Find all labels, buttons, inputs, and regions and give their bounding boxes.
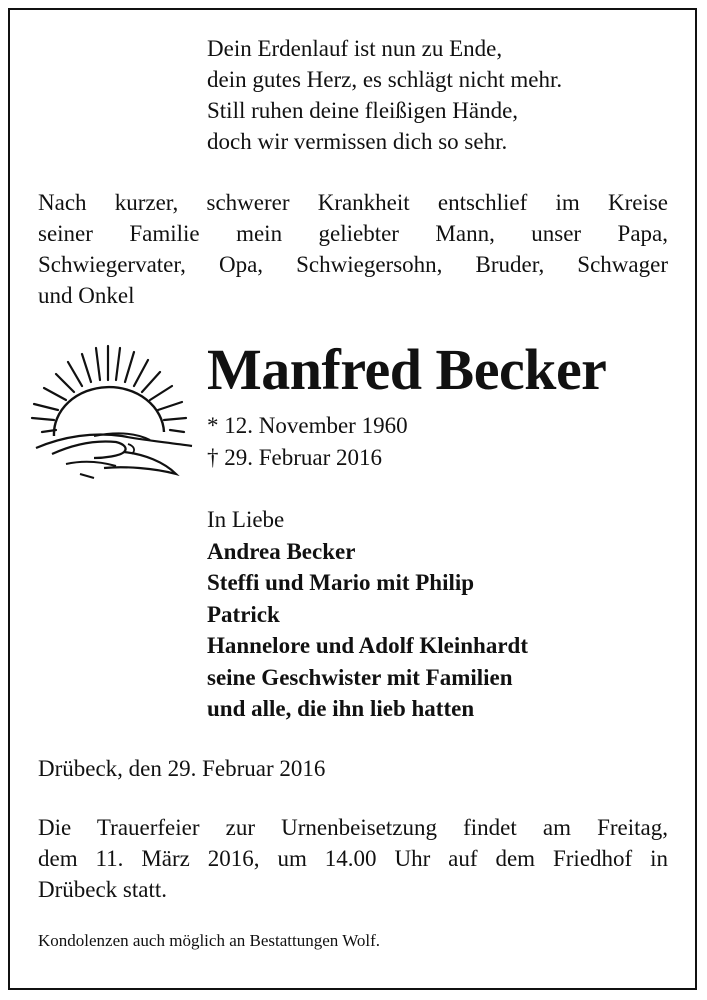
mourner-name: Hannelore und Adolf Kleinhardt xyxy=(207,633,529,658)
poem-line: Still ruhen deine fleißigen Hände, xyxy=(207,98,519,123)
mourner-name: Andrea Becker xyxy=(207,538,356,564)
memorial-poem xyxy=(207,33,562,157)
mourners-intro: In Liebe xyxy=(207,507,285,532)
poem-line: dein gutes Herz, es schlägt nicht mehr. xyxy=(207,67,563,92)
place-and-date: Drübeck, den 29. Februar 2016 xyxy=(38,756,326,781)
birth-date: * 12. November 1960 xyxy=(207,413,408,438)
mourner-name: Steffi und Mario mit Philip xyxy=(207,570,475,595)
mourner-name: seine Geschwister mit Familien xyxy=(207,664,513,690)
death-announcement-text xyxy=(38,187,668,311)
mourners-list xyxy=(207,504,528,725)
announcement-line: seiner Familie mein geliebter Mann, unser Papa, xyxy=(38,221,668,246)
mourner-name: Patrick xyxy=(207,601,280,627)
funeral-line: dem 11. März 2016, um 14.00 Uhr auf dem Friedhof in xyxy=(38,846,668,871)
condolence-note: Kondolenzen auch möglich an Bestattungen Wolf. xyxy=(38,931,381,950)
announcement-line: Schwiegervater, Opa, Schwiegersohn, Bruder, Schwager xyxy=(38,252,668,277)
life-dates xyxy=(207,410,408,474)
announcement-line: Nach kurzer, schwerer Krankheit entschlief im Kreise xyxy=(38,190,668,215)
mourner-name: und alle, die ihn lieb hatten xyxy=(207,696,475,721)
sunset-over-hills-icon xyxy=(24,336,204,486)
death-date: † 29. Februar 2016 xyxy=(207,445,383,470)
poem-line: doch wir vermissen dich so sehr. xyxy=(207,129,508,154)
poem-line: Dein Erdenlauf ist nun zu Ende, xyxy=(207,36,503,61)
funeral-line: Die Trauerfeier zur Urnenbeisetzung findet am Freitag, xyxy=(38,815,668,840)
deceased-name: Manfred Becker xyxy=(207,337,607,402)
funeral-line: Drübeck statt. xyxy=(38,877,168,902)
funeral-details xyxy=(38,812,668,905)
announcement-line: und Onkel xyxy=(38,283,135,308)
